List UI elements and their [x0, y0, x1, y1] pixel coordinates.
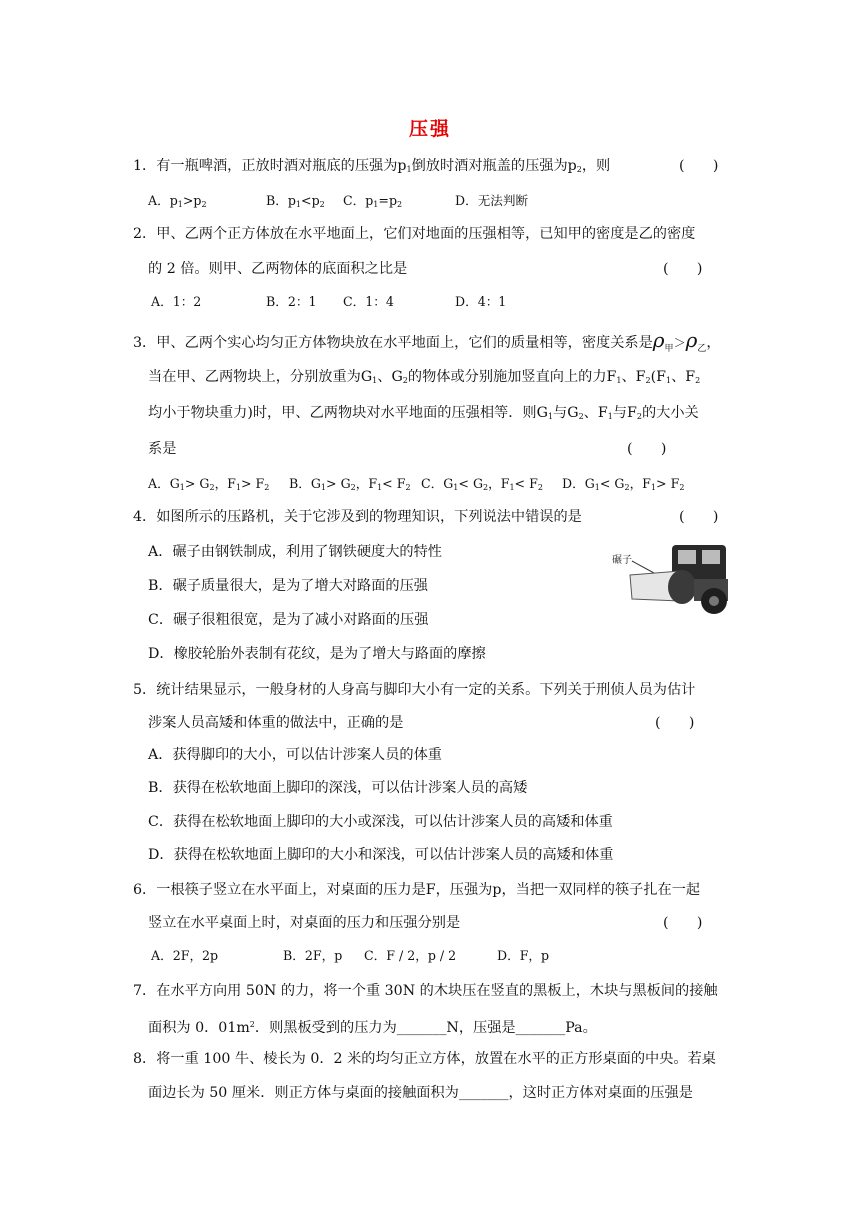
question-2-stem-line-2: 的 2 倍。则甲、乙两物体的底面积之比是: [148, 261, 408, 277]
question-3-stem-line-4: 系是: [148, 441, 177, 457]
question-2-option-a: A．1：2: [151, 294, 202, 309]
question-2-stem-line-1: 2．甲、乙两个正方体放在水平地面上，它们对地面的压强相等，已知甲的密度是乙的密度: [133, 226, 696, 242]
question-4-stem: 4．如图所示的压路机，关于它涉及到的物理知识，下列说法中错误的是: [133, 509, 582, 525]
question-6-stem-line-2: 竖立在水平桌面上时，对桌面的压力和压强分别是: [148, 915, 461, 931]
question-4-option-a: A．碾子由钢铁制成，利用了钢铁硬度大的特性: [148, 544, 442, 560]
question-4-answer-bracket: ( ): [679, 509, 719, 525]
question-5-stem-line-1: 5．统计结果显示，一般身材的人身高与脚印大小有一定的关系。下列关于刑侦人员为估计: [133, 682, 696, 698]
question-3-option-d: D．$G_1< G_2$，$F_1> F_2$: [562, 476, 685, 492]
roller-drum-end: [668, 570, 696, 604]
question-3-answer-bracket: ( ): [627, 441, 667, 457]
page-title: 压强: [408, 118, 451, 140]
figure-pointer-line: [632, 561, 654, 573]
question-1-option-b: B．$p_1<p_2$: [266, 193, 325, 209]
question-6-option-d: D．F，p: [497, 948, 550, 963]
question-3-option-b: B．$G_1> G_2$，$F_1< F_2$: [289, 476, 411, 492]
question-6-option-c: C．F / 2，p / 2: [364, 948, 457, 963]
question-8-stem-line-1: 8．将一重 100 牛、棱长为 0．2 米的均匀正立方体，放置在水平的正方形桌面的中央。若桌: [133, 1051, 716, 1067]
question-5-stem-line-2: 涉案人员高矮和体重的做法中，正确的是: [148, 715, 404, 731]
question-5-answer-bracket: ( ): [655, 715, 695, 731]
question-2-option-c: C．1：4: [343, 294, 394, 309]
question-5-option-c: C．获得在松软地面上脚印的大小或深浅，可以估计涉案人员的高矮和体重: [148, 814, 613, 830]
question-2-answer-bracket: ( ): [663, 261, 703, 277]
question-2-option-b: B．2：1: [266, 294, 317, 309]
question-3-stem-line-3: 均小于物块重力)时，甲、乙两物块对水平地面的压强相等．则$G_1$与$G_2$、$F_1$与$F_2$的大小关: [148, 405, 699, 421]
question-4-option-b: B．碾子质量很大，是为了增大对路面的压强: [148, 578, 428, 594]
question-3-stem-line-1: 3．甲、乙两个实心均匀正方体物块放在水平地面上，它们的质量相等，密度关系是$\rho_甲>\rho_乙$，: [133, 328, 721, 354]
question-6-answer-bracket: ( ): [663, 915, 703, 931]
question-5-option-a: A．获得脚印的大小，可以估计涉案人员的体重: [148, 747, 442, 763]
question-3-option-c: C．$G_1< G_2$，$F_1< F_2$: [421, 476, 543, 492]
question-3-stem-line-2: 当在甲、乙两物块上，分别放重为$G_1$、$G_2$的物体或分别施加竖直向上的力$F_1$、$F_2(F_1$、$F_2$: [148, 369, 701, 385]
question-3-option-a: A．$G_1> G_2$，$F_1> F_2$: [148, 476, 270, 492]
question-5-option-b: B．获得在松软地面上脚印的深浅，可以估计涉案人员的高矮: [148, 780, 528, 796]
question-1-option-c: C．$p_1=p_2$: [343, 193, 403, 209]
question-7-stem-line-2: 面积为 0．$01m^2$．则黑板受到的压力为_______N，压强是_______Pa。: [148, 1020, 597, 1036]
figure-label: 碾子: [612, 555, 632, 566]
roller-wheel-hub: [709, 596, 719, 606]
roller-window-left: [678, 550, 696, 564]
question-7-stem-line-1: 7．在水平方向用 50N 的力，将一个重 30N 的木块压在竖直的黑板上，木块与黑板间的接触: [133, 983, 718, 999]
question-4-option-d: D．橡胶轮胎外表制有花纹，是为了增大与路面的摩擦: [148, 646, 486, 662]
question-6-stem-line-1: 6．一根筷子竖立在水平面上，对桌面的压力是F，压强为p，当把一双同样的筷子扎在一起: [133, 882, 701, 898]
road-roller-figure: [610, 541, 734, 617]
question-8-stem-line-2: 面边长为 50 厘米．则正方体与桌面的接触面积为_______，这时正方体对桌面的压强是: [148, 1085, 693, 1101]
question-4-option-c: C．碾子很粗很宽，是为了减小对路面的压强: [148, 612, 429, 628]
roller-window-right: [702, 550, 720, 564]
question-6-option-a: A．2F，2p: [151, 948, 219, 963]
question-1-option-d: D．无法判断: [455, 193, 529, 208]
question-1-option-a: A．$p_1>p_2$: [148, 193, 207, 209]
question-6-option-b: B．2F，p: [283, 948, 343, 963]
question-2-option-d: D．4：1: [455, 294, 507, 309]
question-1-answer-bracket: ( ): [679, 158, 719, 174]
question-1-stem: 1．有一瓶啤酒，正放时酒对瓶底的压强为$p_1$倒放时酒对瓶盖的压强为$p_2$，则: [133, 158, 611, 174]
question-5-option-d: D．获得在松软地面上脚印的大小和深浅，可以估计涉案人员的高矮和体重: [148, 847, 614, 863]
